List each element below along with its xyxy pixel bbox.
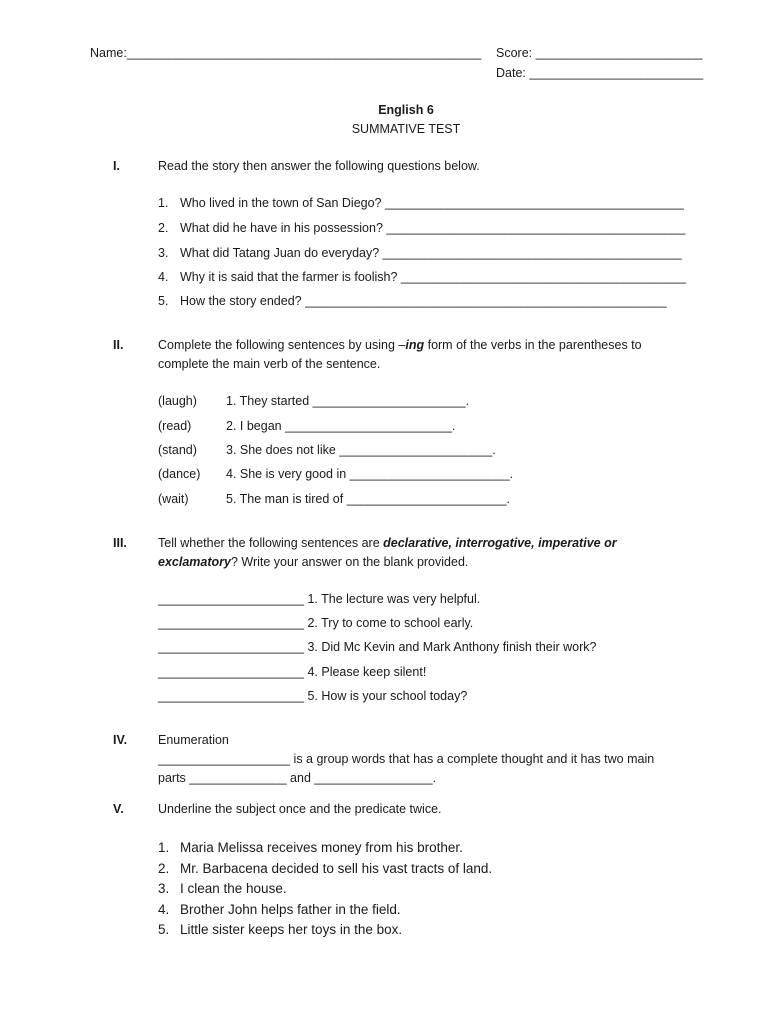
sentence-item: Little sister keeps her toys in the box. <box>180 922 403 937</box>
section-5-numeral: V. <box>113 802 124 816</box>
question-item: Why it is said that the farmer is foolish? _________________________________________ <box>180 270 686 284</box>
verb-hint: (stand) <box>158 443 197 457</box>
question-item: Who lived in the town of San Diego? ___________________________________________ <box>180 196 684 210</box>
date-field-line: Date: _________________________ <box>496 66 704 80</box>
verb-hint: (wait) <box>158 492 189 506</box>
fill-in-sentence: 2. I began ________________________. <box>226 419 456 433</box>
enumeration-line: parts ______________ and _________________. <box>158 771 437 785</box>
classify-item: _____________________ 5. How is your school today? <box>158 689 468 703</box>
section-2-numeral: II. <box>113 338 124 352</box>
question-item: What did Tatang Juan do everyday? ___________________________________________ <box>180 246 682 260</box>
section-5-instruction: Underline the subject once and the predicate twice. <box>158 802 442 816</box>
section-2-instruction: Complete the following sentences by using –ing form of the verbs in the parentheses to <box>158 338 642 352</box>
classify-item: _____________________ 2. Try to come to school early. <box>158 616 474 630</box>
section-1-instruction: Read the story then answer the following questions below. <box>158 159 480 173</box>
sentence-item: Mr. Barbacena decided to sell his vast tracts of land. <box>180 861 493 876</box>
list-item-number: 2. <box>158 221 169 235</box>
score-field-line: Score: ________________________ <box>496 46 703 60</box>
list-item-number: 1. <box>158 196 169 210</box>
list-item-number: 3. <box>158 246 169 260</box>
section-3-numeral: III. <box>113 536 127 550</box>
section-1-numeral: I. <box>113 159 120 173</box>
sentence-item: Brother John helps father in the field. <box>180 902 401 917</box>
sentence-item: Maria Melissa receives money from his brother. <box>180 840 463 855</box>
list-item-number: 4. <box>158 902 170 917</box>
classify-item: _____________________ 3. Did Mc Kevin and Mark Anthony finish their work? <box>158 640 597 654</box>
name-field-line: Name:___________________________________________________ <box>90 46 482 60</box>
section-2-instruction-line2: complete the main verb of the sentence. <box>158 357 381 371</box>
section-4-numeral: IV. <box>113 733 128 747</box>
section-3-instruction: Tell whether the following sentences are declarative, interrogative, imperative or <box>158 536 617 550</box>
list-item-number: 2. <box>158 861 170 876</box>
section-4-title: Enumeration <box>158 733 229 747</box>
test-type-title: SUMMATIVE TEST <box>351 122 461 136</box>
enumeration-line: ___________________ is a group words that has a complete thought and it has two main <box>158 752 655 766</box>
list-item-number: 4. <box>158 270 169 284</box>
question-item: How the story ended? ____________________________________________________ <box>180 294 667 308</box>
verb-hint: (laugh) <box>158 394 197 408</box>
section-3-instruction-line2: exclamatory? Write your answer on the blank provided. <box>158 555 469 569</box>
list-item-number: 1. <box>158 840 170 855</box>
list-item-number: 5. <box>158 294 169 308</box>
classify-item: _____________________ 1. The lecture was very helpful. <box>158 592 481 606</box>
fill-in-sentence: 5. The man is tired of _______________________. <box>226 492 511 506</box>
subject-title: English 6 <box>378 103 434 117</box>
verb-hint: (dance) <box>158 467 201 481</box>
fill-in-sentence: 3. She does not like ______________________. <box>226 443 496 457</box>
classify-item: _____________________ 4. Please keep silent! <box>158 665 427 679</box>
list-item-number: 3. <box>158 881 170 896</box>
question-item: What did he have in his possession? ___________________________________________ <box>180 221 686 235</box>
list-item-number: 5. <box>158 922 170 937</box>
verb-hint: (read) <box>158 419 192 433</box>
fill-in-sentence: 4. She is very good in _______________________. <box>226 467 514 481</box>
fill-in-sentence: 1. They started ______________________. <box>226 394 470 408</box>
sentence-item: I clean the house. <box>180 881 287 896</box>
